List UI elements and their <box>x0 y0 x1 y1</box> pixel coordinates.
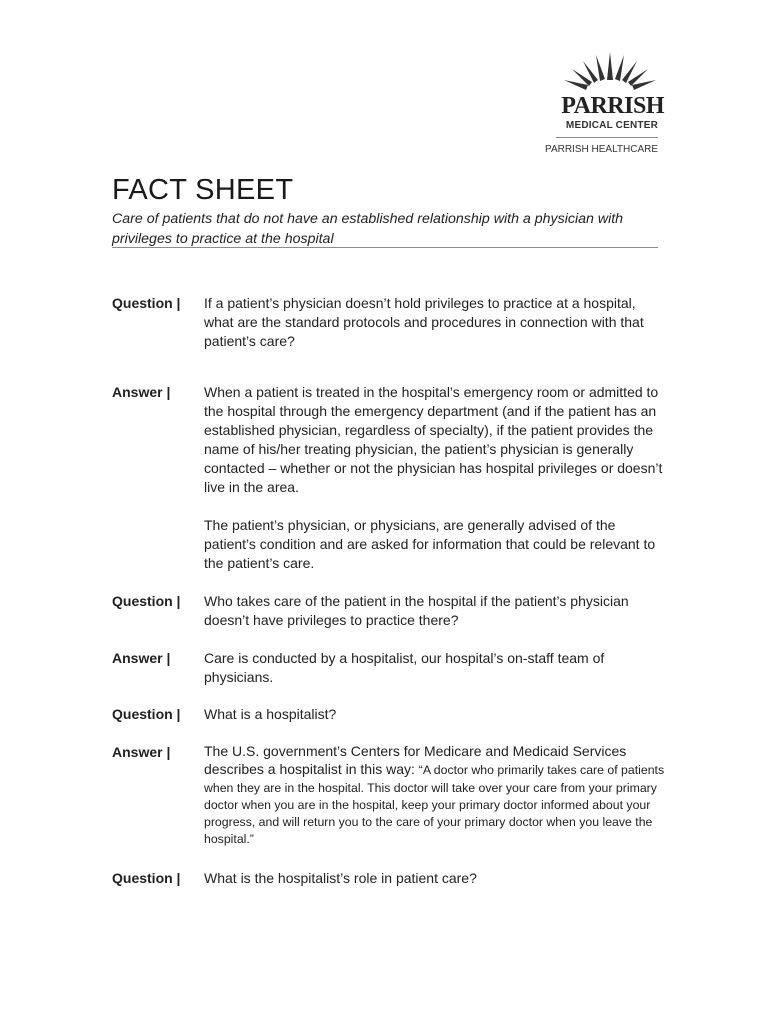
parrish-logo <box>545 50 664 162</box>
question-text: If a patient’s physician doesn’t hold privileges to practice at a hospital, what are the standard protocols and procedures in connection with that patient’s care? <box>204 295 644 349</box>
answer-label: Answer | <box>112 384 171 400</box>
logo-subtitle: MEDICAL CENTER <box>565 120 658 131</box>
answer-label: Answer | <box>112 650 171 666</box>
answer-text: When a patient is treated in the hospital’s emergency room or admitted to the hospital through the emergency department (and if the patient has an established physician, regardless of specialty), if the patient provides the name of his/her treating physician, the patient’s physician is generally contacted – whether or not the physician has hospital privileges or doesn’t live in the area. <box>204 384 663 495</box>
answer-label: Answer | <box>112 744 171 760</box>
page-subtitle: Care of patients that do not have an established relationship with a physician with privileges to practice at the hospital <box>112 211 624 247</box>
question-text: What is the hospitalist’s role in patient care? <box>204 870 477 886</box>
answer-lead: The U.S. government’s Centers for Medicare and Medicaid Services describes a hospitalist in this way: <box>204 743 627 778</box>
answer-text: Care is conducted by a hospitalist, our hospital’s on-staff team of physicians. <box>204 650 605 685</box>
logo-divider <box>556 137 658 138</box>
answer-quote: “A doctor who primarily takes care of patients when they are in the hospital. This doctor will take over your care from your primary doctor when you are in the hospital, keep your primary doctor informed about your progress, and will return you to the care of your primary doctor when you leave the hospital.” <box>204 763 665 847</box>
question-label: Question | <box>112 295 181 311</box>
question-label: Question | <box>112 870 181 886</box>
answer-text-2: The patient’s physician, or physicians, are generally advised of the patient’s condition and are asked for information that could be relevant to the patient’s care. <box>204 517 656 571</box>
question-text: Who takes care of the patient in the hospital if the patient’s physician doesn’t have privileges to practice there? <box>204 593 629 628</box>
question-label: Question | <box>112 706 181 722</box>
page-title: FACT SHEET <box>112 174 294 206</box>
logo-healthcare: PARRISH HEALTHCARE <box>545 144 658 155</box>
title-divider <box>112 247 658 248</box>
logo-brand: PARRISH <box>561 93 664 119</box>
sunburst-icon <box>560 50 660 94</box>
answer-text <box>204 743 666 849</box>
question-label: Question | <box>112 593 181 609</box>
question-text: What is a hospitalist? <box>204 706 337 722</box>
